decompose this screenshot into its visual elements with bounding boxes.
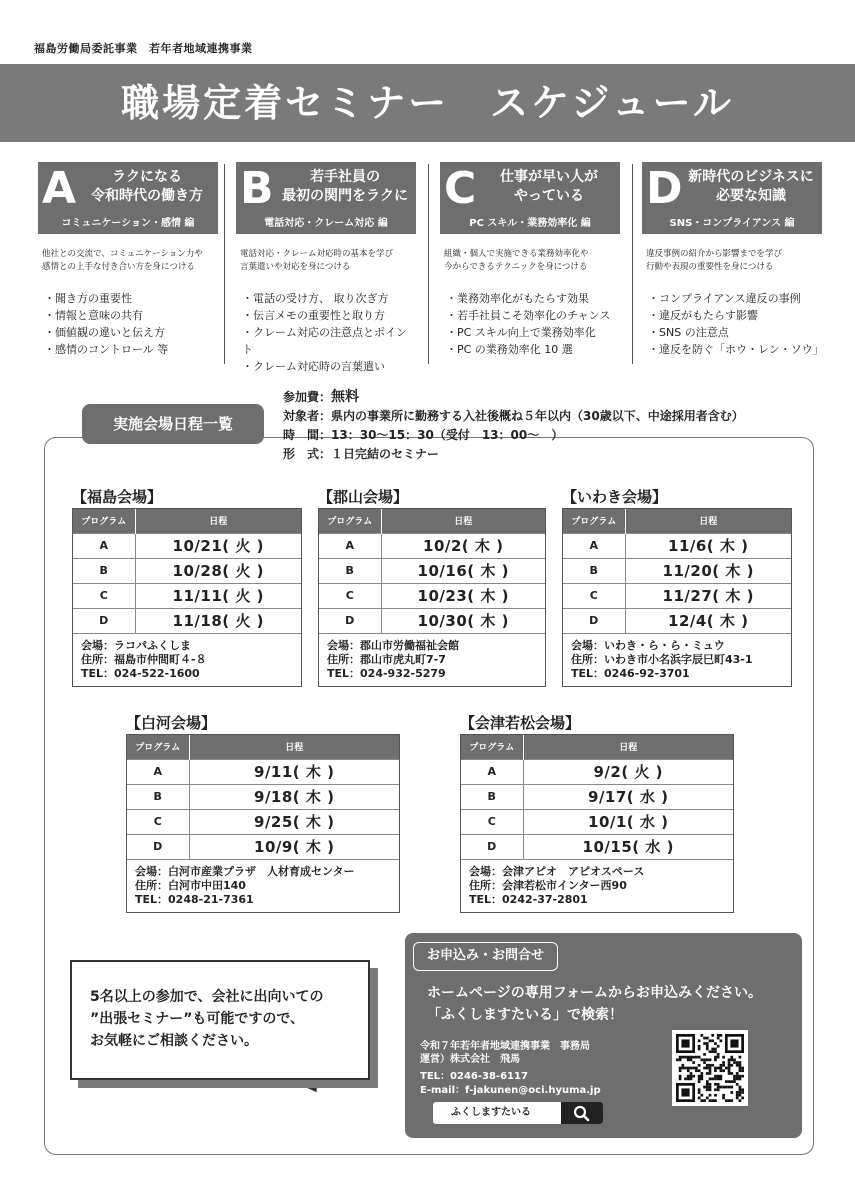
date-cell: 11/27( 木 ) xyxy=(625,583,791,608)
date-cell: 9/11( 木 ) xyxy=(189,759,399,784)
program-desc-line1: 組織・個人で実施できる業務効率化や xyxy=(444,249,589,259)
venue-fukushima xyxy=(72,486,302,687)
program-title-line2: 最初の関門をラクに xyxy=(282,188,408,204)
table-header-row xyxy=(319,509,545,533)
program-column-header: プログラム xyxy=(73,509,135,533)
venue-tel: TEL：0242-37-2801 xyxy=(469,893,588,906)
date-cell: 9/17( 水 ) xyxy=(523,784,733,809)
program-topic: ・価値観の違いと伝え方 xyxy=(44,326,165,339)
seminar-info xyxy=(283,388,744,464)
program-column-header: プログラム xyxy=(127,735,189,759)
program-cell: D xyxy=(563,608,625,633)
program-desc-line1: 違反事例の紹介から影響までを学び xyxy=(646,249,783,259)
program-column-header: プログラム xyxy=(319,509,381,533)
contact-line: ホームページの専用フォームからお申込みください。 xyxy=(427,985,763,1001)
bubble-text xyxy=(90,986,323,1052)
program-card-d xyxy=(642,162,822,370)
program-topic: ・クレーム対応時の言葉遣い xyxy=(242,360,385,373)
program-cell: A xyxy=(563,533,625,558)
program-title-line1: 新時代のビジネスに xyxy=(688,169,814,185)
venue-shirakawa xyxy=(126,712,400,913)
time-label: 時 間： xyxy=(283,428,332,442)
date-cell: 10/15( 水 ) xyxy=(523,834,733,859)
program-topic: ・感情のコントロール 等 xyxy=(44,343,169,356)
venue-address: 住所：いわき市小名浜字辰巳町43-1 xyxy=(571,653,753,666)
venue-table-box xyxy=(460,734,734,913)
program-topic: ・クレーム対応の注意点とポイント xyxy=(242,326,407,356)
program-cell: C xyxy=(319,583,381,608)
program-title xyxy=(278,168,412,206)
venue-address-block xyxy=(563,633,791,686)
divider xyxy=(224,164,225,364)
date-cell: 9/25( 木 ) xyxy=(189,809,399,834)
program-cell: A xyxy=(73,533,135,558)
contact-instructions xyxy=(427,982,762,1026)
program-description xyxy=(42,248,218,274)
program-topic: ・コンプライアンス違反の事例 xyxy=(648,292,801,305)
date-cell: 10/2( 木 ) xyxy=(381,533,545,558)
target-label: 対象者： xyxy=(283,409,332,423)
venue-address: 住所：郡山市虎丸町7-7 xyxy=(327,653,446,666)
program-header xyxy=(38,162,218,234)
venue-place: 会場：いわき・ら・ら・ミュウ xyxy=(571,639,725,652)
program-topic: ・若手社員こそ効率化のチャンス xyxy=(446,309,611,322)
qr-code-image xyxy=(676,1034,744,1102)
venue-address-block xyxy=(461,859,733,912)
search-bar[interactable] xyxy=(433,1102,603,1124)
program-cell: D xyxy=(319,608,381,633)
format-value: １日完結のセミナー xyxy=(331,447,440,461)
program-desc-line2: 今からできるテクニックを身につける xyxy=(444,262,588,272)
program-cell: C xyxy=(563,583,625,608)
program-desc-line2: 言葉遣いや対応を身につける xyxy=(240,262,351,272)
contact-details xyxy=(420,1070,601,1098)
program-cell: C xyxy=(461,809,523,834)
venue-address-block xyxy=(73,633,301,686)
schedule-row xyxy=(127,809,399,834)
program-letter: C xyxy=(444,163,477,214)
program-title xyxy=(80,168,214,206)
venue-address: 住所：福島市仲間町４-８ xyxy=(81,653,207,666)
program-title xyxy=(482,168,616,206)
venue-table-box xyxy=(562,508,792,687)
venue-tel: TEL：024-522-1600 xyxy=(81,667,200,680)
program-subtitle: PC スキル・業務効率化 編 xyxy=(469,218,591,229)
schedule-row xyxy=(73,583,301,608)
program-title-line2: 必要な知識 xyxy=(716,188,786,204)
target-value: 県内の事業所に勤務する入社後概ね５年以内（30歳以下、中途採用者含む） xyxy=(331,409,744,423)
program-cell: B xyxy=(319,558,381,583)
program-subtitle: 電話対応・クレーム対応 編 xyxy=(264,218,388,229)
program-title xyxy=(684,168,818,206)
date-cell: 10/23( 木 ) xyxy=(381,583,545,608)
program-cell: C xyxy=(127,809,189,834)
program-topics xyxy=(648,290,822,358)
schedule-row xyxy=(563,558,791,583)
org-line: 運営）株式会社 飛馬 xyxy=(420,1054,520,1065)
time-row xyxy=(283,426,744,445)
venue-address-block xyxy=(319,633,545,686)
program-cell: D xyxy=(127,834,189,859)
date-cell: 10/30( 木 ) xyxy=(381,608,545,633)
schedule-table xyxy=(127,735,399,859)
page-title: 職場定着セミナー スケジュール xyxy=(121,81,734,125)
program-card-c xyxy=(440,162,620,370)
program-topic: ・業務効率化がもたらす効果 xyxy=(446,292,589,305)
schedule-table xyxy=(563,509,791,633)
program-topic: ・伝言メモの重要性と取り方 xyxy=(242,309,385,322)
schedule-row xyxy=(563,583,791,608)
program-header xyxy=(440,162,620,234)
program-cell: D xyxy=(73,608,135,633)
program-description xyxy=(444,248,620,274)
divider xyxy=(632,164,633,364)
program-topic: ・SNS の注意点 xyxy=(648,326,729,339)
table-header-row xyxy=(461,735,733,759)
contact-organization xyxy=(420,1040,590,1066)
venue-name: 【会津若松会場】 xyxy=(460,714,581,732)
program-desc-line1: 電話対応・クレーム対応時の基本を学び xyxy=(240,249,394,259)
program-topic: ・情報と意味の共有 xyxy=(44,309,143,322)
venue-address: 住所：白河市中田140 xyxy=(135,879,246,892)
divider xyxy=(428,164,429,364)
date-column-header: 日程 xyxy=(381,509,545,533)
program-title-line2: やっている xyxy=(514,188,584,204)
date-cell: 10/1( 水 ) xyxy=(523,809,733,834)
table-header-row xyxy=(563,509,791,533)
program-topic: ・違反を防ぐ「ホウ・レン・ソウ」 xyxy=(648,343,824,356)
program-title-line1: ラクになる xyxy=(112,169,182,185)
date-cell: 10/21( 火 ) xyxy=(135,533,301,558)
program-cell: B xyxy=(563,558,625,583)
venue-iwaki xyxy=(562,486,792,687)
contact-email[interactable]: E-mail：f-jakunen@oci.hyuma.jp xyxy=(420,1085,601,1096)
program-cell: B xyxy=(73,558,135,583)
schedule-row xyxy=(319,583,545,608)
program-description xyxy=(240,248,416,274)
date-cell: 10/28( 火 ) xyxy=(135,558,301,583)
date-cell: 11/18( 火 ) xyxy=(135,608,301,633)
date-cell: 11/20( 木 ) xyxy=(625,558,791,583)
program-letter: B xyxy=(240,163,274,214)
schedule-row xyxy=(461,809,733,834)
format-row xyxy=(283,445,744,464)
schedule-row xyxy=(563,533,791,558)
date-column-header: 日程 xyxy=(625,509,791,533)
program-cell: A xyxy=(461,759,523,784)
program-subtitle: SNS・コンプライアンス 編 xyxy=(669,218,795,229)
schedule-table xyxy=(461,735,733,859)
table-header-row xyxy=(127,735,399,759)
date-column-header: 日程 xyxy=(189,735,399,759)
bubble-line: 5名以上の参加で、会社に出向いての xyxy=(90,989,324,1005)
fee-value: 無料 xyxy=(331,389,360,405)
search-icon xyxy=(561,1102,603,1124)
program-topics xyxy=(242,290,416,375)
venue-tel: TEL：024-932-5279 xyxy=(327,667,446,680)
venue-place: 会場：白河市産業プラザ 人材育成センター xyxy=(135,865,355,878)
venue-address: 住所：会津若松市インター西90 xyxy=(469,879,627,892)
sponsor-text: 福島労働局委託事業 若年者地域連携事業 xyxy=(34,42,253,55)
program-desc-line2: 行動や表現の重要性を身につける xyxy=(646,262,774,272)
schedule-row xyxy=(127,759,399,784)
business-trip-notice xyxy=(70,960,370,1080)
date-cell: 11/6( 木 ) xyxy=(625,533,791,558)
schedule-row xyxy=(461,784,733,809)
venue-place: 会場：ラコパふくしま xyxy=(81,639,191,652)
schedule-row xyxy=(127,784,399,809)
program-topics xyxy=(44,290,168,358)
schedule-row xyxy=(73,558,301,583)
bubble-line: お気軽にご相談ください。 xyxy=(90,1033,258,1049)
program-card-a xyxy=(38,162,218,370)
target-row xyxy=(283,407,744,426)
venue-name: 【白河会場】 xyxy=(126,714,217,732)
contact-tel: TEL：0246-38-6117 xyxy=(420,1071,528,1082)
venue-aizuwakamatsu xyxy=(460,712,734,913)
program-column-header: プログラム xyxy=(563,509,625,533)
schedule-row xyxy=(319,533,545,558)
search-text: ふくしますたいる xyxy=(451,1107,531,1118)
date-column-header: 日程 xyxy=(523,735,733,759)
program-topic: ・違反がもたらす影響 xyxy=(648,309,758,322)
program-cell: A xyxy=(319,533,381,558)
program-letter: A xyxy=(42,163,77,214)
program-topic: ・電話の受け方、 取り次ぎ方 xyxy=(242,292,389,305)
program-header xyxy=(642,162,822,234)
venue-place: 会場：郡山市労働福祉会館 xyxy=(327,639,459,652)
program-column-header: プログラム xyxy=(461,735,523,759)
schedule-heading: 実施会場日程一覧 xyxy=(82,404,264,444)
venue-table-box xyxy=(72,508,302,687)
program-header xyxy=(236,162,416,234)
bubble-line: ”出張セミナー”も可能ですので、 xyxy=(90,1011,305,1027)
program-card-b xyxy=(236,162,416,373)
contact-line: 「ふくしますたいる」で検索！ xyxy=(427,1007,623,1023)
fee-label: 参加費： xyxy=(283,390,332,404)
schedule-row xyxy=(73,533,301,558)
date-column-header: 日程 xyxy=(135,509,301,533)
venue-address-block xyxy=(127,859,399,912)
program-cell: C xyxy=(73,583,135,608)
venue-place: 会場：会津アピオ アピオスペース xyxy=(469,865,645,878)
qr-code[interactable] xyxy=(672,1030,748,1106)
program-title-line1: 若手社員の xyxy=(310,169,380,185)
program-title-line2: 令和時代の働き方 xyxy=(91,188,203,204)
program-desc-line2: 感情との上手な付き合い方を身につける xyxy=(42,262,195,272)
date-cell: 11/11( 火 ) xyxy=(135,583,301,608)
contact-heading: お申込み・お問合せ xyxy=(413,942,558,971)
program-cell: B xyxy=(461,784,523,809)
time-value: 13：30〜15：30（受付 13：00〜 ） xyxy=(331,428,564,442)
program-topic: ・PC の業務効率化 10 選 xyxy=(446,343,573,356)
venue-name: 【いわき会場】 xyxy=(562,488,668,506)
date-cell: 10/9( 木 ) xyxy=(189,834,399,859)
schedule-row xyxy=(73,608,301,633)
title-banner xyxy=(0,64,855,142)
program-desc-line1: 他社との交流で、コミュニケーション力や xyxy=(42,249,203,259)
date-cell: 12/4( 木 ) xyxy=(625,608,791,633)
schedule-row xyxy=(319,608,545,633)
schedule-row xyxy=(563,608,791,633)
schedule-table xyxy=(319,509,545,633)
schedule-row xyxy=(319,558,545,583)
schedule-row xyxy=(127,834,399,859)
program-cell: B xyxy=(127,784,189,809)
program-topics xyxy=(446,290,610,358)
schedule-table xyxy=(73,509,301,633)
date-cell: 9/18( 木 ) xyxy=(189,784,399,809)
venue-koriyama xyxy=(318,486,546,687)
venue-name: 【福島会場】 xyxy=(72,488,163,506)
venue-table-box xyxy=(126,734,400,913)
format-label: 形 式： xyxy=(283,447,332,461)
schedule-row xyxy=(461,834,733,859)
venue-tel: TEL：0248-21-7361 xyxy=(135,893,254,906)
date-cell: 10/16( 木 ) xyxy=(381,558,545,583)
fee-row xyxy=(283,388,744,407)
program-title-line1: 仕事が早い人が xyxy=(500,169,598,185)
table-header-row xyxy=(73,509,301,533)
program-cell: A xyxy=(127,759,189,784)
venue-table-box xyxy=(318,508,546,687)
program-letter: D xyxy=(646,163,683,214)
org-line: 令和７年若年者地域連携事業 事務局 xyxy=(420,1041,590,1052)
program-description xyxy=(646,248,822,274)
venue-tel: TEL：0246-92-3701 xyxy=(571,667,690,680)
program-cell: D xyxy=(461,834,523,859)
program-subtitle: コミュニケーション・感情 編 xyxy=(61,218,195,229)
venue-name: 【郡山会場】 xyxy=(318,488,409,506)
schedule-row xyxy=(461,759,733,784)
search-button[interactable] xyxy=(561,1102,603,1124)
date-cell: 9/2( 火 ) xyxy=(523,759,733,784)
program-topic: ・PC スキル向上で業務効率化 xyxy=(446,326,596,339)
program-topic: ・聞き方の重要性 xyxy=(44,292,132,305)
